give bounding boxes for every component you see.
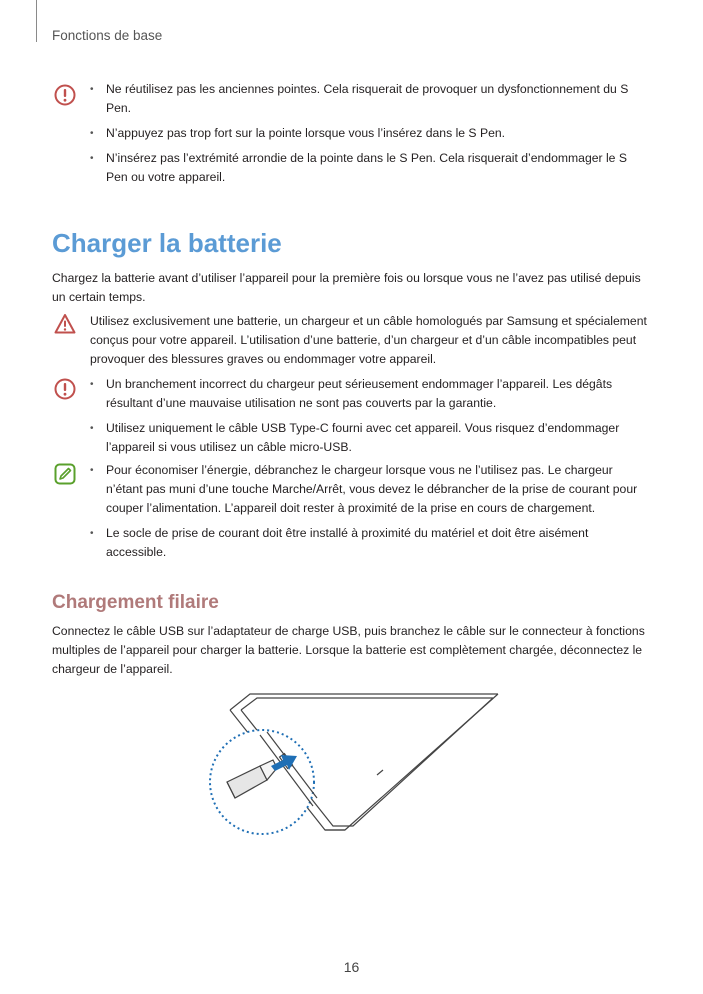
section-title: Charger la batterie <box>52 228 282 258</box>
note-icon <box>54 463 76 485</box>
page-number: 16 <box>343 959 360 975</box>
list-item: • N’insérez pas l’extrémité arrondie de la pointe dans le S Pen. Cela risquerait d’endommager le S Pen ou votre appareil. <box>80 149 650 187</box>
list-item: • N’appuyez pas trop fort sur la pointe lorsque vous l’insérez dans le S Pen. <box>80 124 650 143</box>
warning-icon <box>54 313 76 335</box>
charging-illustration <box>205 690 505 835</box>
header-title: Fonctions de base <box>52 28 163 43</box>
list-item: • Un branchement incorrect du chargeur peut sérieusement endommager l’appareil. Les dégâts résultant d’une mauvaise utilisation ne sont pas couverts par la garantie. <box>80 375 650 413</box>
list-item: • Pour économiser l’énergie, débranchez le chargeur lorsque vous ne l’utilisez pas. Le chargeur n’étant pas muni d’une touche Marche/Arrêt, vous devez le débrancher de la prise de courant pour couper l’alimentation. L’appareil doit rester à proximité de la prise en cours de chargement. <box>80 461 650 518</box>
list-item: • Le socle de prise de courant doit être installé à proximité du matériel et doit être aisément accessible. <box>80 524 650 562</box>
warning-text: Utilisez exclusivement une batterie, un chargeur et un câble homologués par Samsung et spécialement conçus pour votre appareil. L’utilisation d’une batterie, d’un chargeur et d’un câble incompatibles peut provoquer des blessures graves ou endommager votre appareil. <box>90 314 647 366</box>
note-list <box>80 461 650 568</box>
top-caution-list <box>80 80 650 193</box>
list-item: • Ne réutilisez pas les anciennes pointes. Cela risquerait de provoquer un dysfonctionnement du S Pen. <box>80 80 650 118</box>
caution-icon <box>54 84 76 106</box>
caution-icon <box>54 378 76 400</box>
list-item: • Utilisez uniquement le câble USB Type-C fourni avec cet appareil. Vous risquez d’endommager l’appareil si vous utilisez un câble micro-USB. <box>80 419 650 457</box>
header-rule <box>36 0 37 42</box>
subsection-text: Connectez le câble USB sur l’adaptateur de charge USB, puis branchez le câble sur le connecteur à fonctions multiples de l’appareil pour charger la batterie. Lorsque la batterie est complètement chargée, déconnectez le chargeur de l’appareil. <box>52 624 645 676</box>
caution-list <box>80 375 650 463</box>
subsection-title: Chargement filaire <box>52 592 219 613</box>
section-intro: Chargez la batterie avant d’utiliser l’appareil pour la première fois ou lorsque vous ne l’avez pas utilisé depuis un certain temps. <box>52 271 641 304</box>
